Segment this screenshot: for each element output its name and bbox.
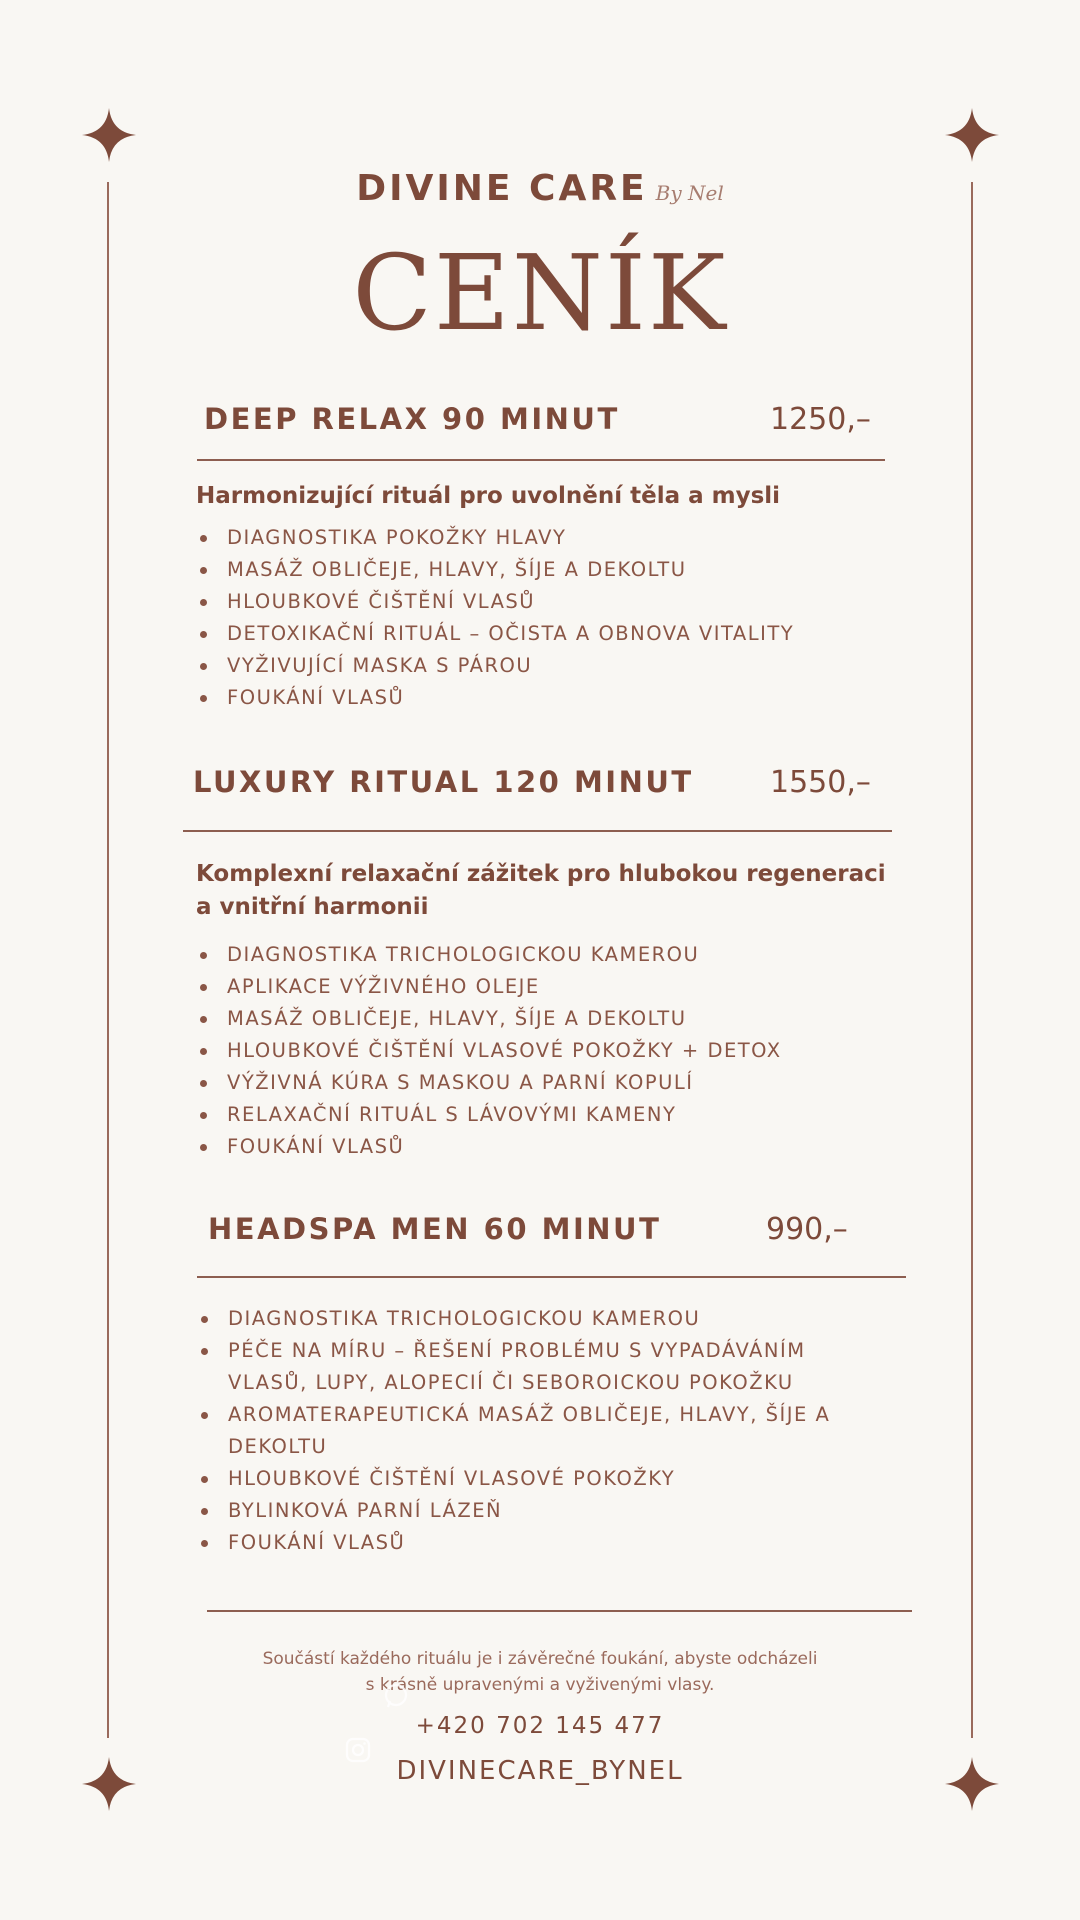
page-title: CENÍK [352,232,728,354]
footer-divider [207,1610,912,1612]
section-divider [197,1276,906,1278]
list-item: HLOUBKOVÉ ČIŠTĚNÍ VLASOVÉ POKOŽKY + DETOX [196,1035,856,1067]
list-item: VYŽIVUJÍCÍ MASKA S PÁROU [196,650,856,682]
section-title-deep-relax: DEEP RELAX 90 MINUT [204,402,620,436]
section-divider [197,459,885,461]
star-icon [82,108,136,162]
list-item: AROMATERAPEUTICKÁ MASÁŽ OBLIČEJE, HLAVY, ŠÍJE A DEKOLTU [197,1399,857,1463]
brand-name: DIVINE CARE [356,168,648,209]
frame-line-left [107,182,109,1738]
brand-header [0,168,1080,209]
list-item: MASÁŽ OBLIČEJE, HLAVY, ŠÍJE A DEKOLTU [196,554,856,586]
section-title-headspa-men: HEADSPA MEN 60 MINUT [208,1212,662,1246]
list-item: HLOUBKOVÉ ČIŠTĚNÍ VLASŮ [196,586,856,618]
section-subtitle-deep-relax: Harmonizující rituál pro uvolnění těla a mysli [196,483,781,509]
section-price-luxury-ritual: 1550,– [770,765,871,800]
list-item: FOUKÁNÍ VLASŮ [196,682,856,714]
whatsapp-icon [382,1682,410,1710]
list-item: PÉČE NA MÍRU – ŘEŠENÍ PROBLÉMU S VYPADÁVÁNÍM VLASŮ, LUPY, ALOPECIÍ ČI SEBOROICKOU POKOŽKU [197,1335,857,1399]
phone-number[interactable]: +420 702 145 477 [415,1713,665,1739]
subtitle-line: a vnitřní harmonii [196,894,429,920]
list-item: RELAXAČNÍ RITUÁL S LÁVOVÝMI KAMENY [196,1099,856,1131]
item-list-headspa-men [197,1303,857,1559]
list-item: HLOUBKOVÉ ČIŠTĚNÍ VLASOVÉ POKOŽKY [197,1463,857,1495]
frame-line-right [971,182,973,1738]
list-item: FOUKÁNÍ VLASŮ [196,1131,856,1163]
list-item: APLIKACE VÝŽIVNÉHO OLEJE [196,971,856,1003]
section-title-luxury-ritual: LUXURY RITUAL 120 MINUT [193,765,694,799]
section-price-headspa-men: 990,– [766,1212,848,1247]
item-list-deep-relax [196,522,856,714]
list-item: VÝŽIVNÁ KÚRA S MASKOU A PARNÍ KOPULÍ [196,1067,856,1099]
brand-signature: By Nel [655,181,724,205]
list-item: FOUKÁNÍ VLASŮ [197,1527,857,1559]
instagram-handle[interactable]: DIVINECARE_BYNEL [396,1756,684,1786]
list-item: MASÁŽ OBLIČEJE, HLAVY, ŠÍJE A DEKOLTU [196,1003,856,1035]
list-item: BYLINKOVÁ PARNÍ LÁZEŇ [197,1495,857,1527]
list-item: DIAGNOSTIKA TRICHOLOGICKOU KAMEROU [197,1303,857,1335]
item-list-luxury-ritual [196,939,856,1163]
section-divider [183,830,892,832]
footer-note-line: Součástí každého rituálu je i závěrečné foukání, abyste odcházeli [262,1649,818,1669]
list-item: DIAGNOSTIKA TRICHOLOGICKOU KAMEROU [196,939,856,971]
list-item: DETOXIKAČNÍ RITUÁL – OČISTA A OBNOVA VITALITY [196,618,856,650]
section-subtitle-luxury-ritual [196,858,896,924]
list-item: DIAGNOSTIKA POKOŽKY HLAVY [196,522,856,554]
subtitle-line: Komplexní relaxační zážitek pro hlubokou regeneraci [196,861,886,887]
footer-note-line: s krásně upravenými a vyživenými vlasy. [365,1675,715,1695]
section-price-deep-relax: 1250,– [770,402,871,437]
footer-note [0,1646,1080,1698]
star-icon [945,108,999,162]
